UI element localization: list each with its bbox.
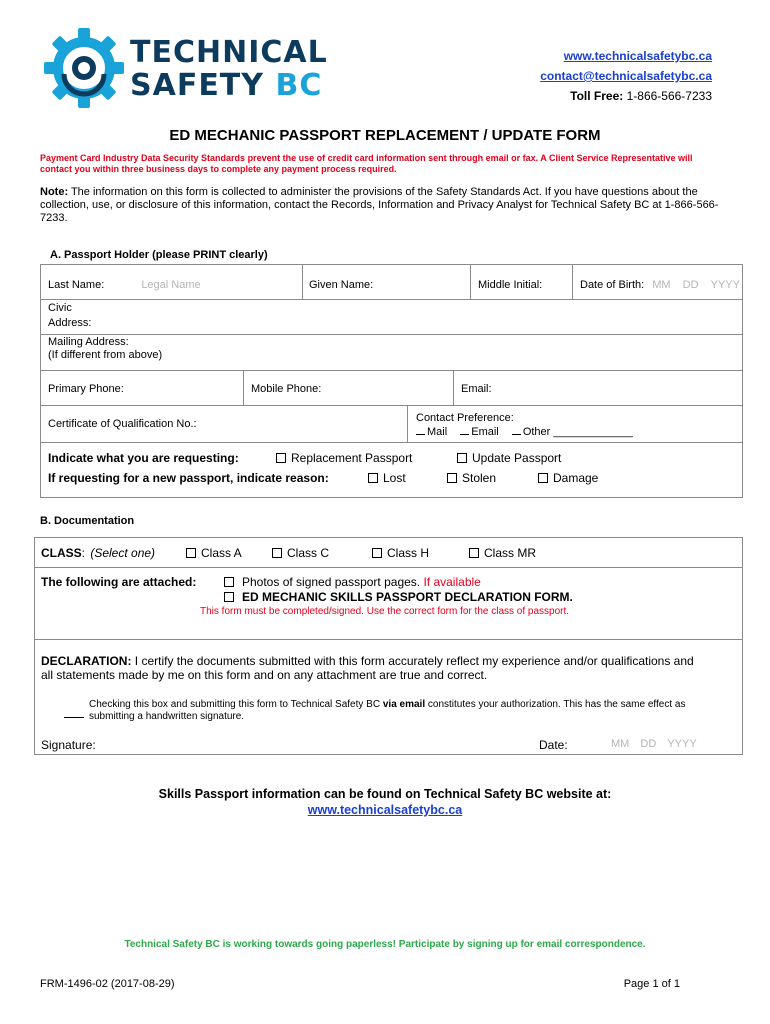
reason-label: If requesting for a new passport, indicate reason: xyxy=(48,471,329,485)
email-auth-text-bold: via email xyxy=(382,699,426,710)
class-a-label: Class A xyxy=(201,546,242,560)
signature-field[interactable] xyxy=(100,750,530,751)
logo-line-1: TECHNICAL xyxy=(130,35,328,70)
lost-label: Lost xyxy=(383,471,406,485)
declaration-text: I certify the documents submitted with this form accurately reflect my experience and/or qualifications and all statements made by me on this form and on any attachment are true and correct. xyxy=(41,654,694,682)
class-a-checkbox[interactable] xyxy=(186,548,196,558)
photos-text: Photos of signed passport pages. xyxy=(242,575,421,589)
stolen-label: Stolen xyxy=(462,471,497,485)
dob-mm[interactable]: MM xyxy=(652,279,671,291)
mobile-phone-label: Mobile Phone: xyxy=(251,383,322,395)
civic-label-1: Civic xyxy=(48,302,72,314)
given-name-label: Given Name: xyxy=(309,279,374,291)
dob-yyyy[interactable]: YYYY xyxy=(710,279,740,291)
paperless-notice: Technical Safety BC is working towards going paperless! Participate by signing up for email correspondence. xyxy=(124,939,646,950)
email-field-label: Email: xyxy=(461,383,492,395)
pref-other-label: Other _____________ xyxy=(522,426,633,438)
replacement-checkbox[interactable] xyxy=(276,453,286,463)
attached-label: The following are attached: xyxy=(41,575,197,589)
pref-email-label: Email xyxy=(471,426,499,438)
lost-checkbox[interactable] xyxy=(368,473,378,483)
declaration-form-checkbox[interactable] xyxy=(224,592,234,602)
note-label: Note: xyxy=(40,186,69,198)
class-hint: (Select one) xyxy=(90,546,156,560)
stolen-checkbox[interactable] xyxy=(447,473,457,483)
note-text: The information on this form is collected to administer the provisions of the Safety Standards Act. If you have questions about the collection, use, or disclosure of this information, contact the Records, Information and Privacy Analyst for Technical Safety BC at 1-866-566-7233. xyxy=(40,186,719,224)
date-yyyy[interactable]: YYYY xyxy=(667,738,697,750)
update-checkbox[interactable] xyxy=(457,453,467,463)
date-dd[interactable]: DD xyxy=(640,738,657,750)
contact-pref-label: Contact Preference: xyxy=(416,412,514,424)
class-c-checkbox[interactable] xyxy=(272,548,282,558)
middle-initial-label: Middle Initial: xyxy=(478,279,543,291)
primary-phone-label: Primary Phone: xyxy=(48,383,124,395)
info-website-link[interactable]: www.technicalsafetybc.ca xyxy=(307,803,463,817)
coq-label: Certificate of Qualification No.: xyxy=(48,418,197,430)
class-h-checkbox[interactable] xyxy=(372,548,382,558)
declaration-form-text: ED MECHANIC SKILLS PASSPORT DECLARATION FORM. xyxy=(242,590,573,604)
dob-label: Date of Birth: xyxy=(580,279,645,291)
class-mr-checkbox[interactable] xyxy=(469,548,479,558)
page-title: ED MECHANIC PASSPORT REPLACEMENT / UPDATE FORM xyxy=(169,127,601,144)
class-label: CLASS xyxy=(41,546,82,560)
section-b-heading: B. Documentation xyxy=(40,515,135,527)
logo xyxy=(44,28,328,108)
class-mr-label: Class MR xyxy=(484,546,537,560)
pci-notice: Payment Card Industry Data Security Standards prevent the use of credit card information sent through email or fax. A Client Service Representative will contact you within three business days to complete any payment process required. xyxy=(40,153,693,174)
signature-label: Signature: xyxy=(41,738,96,752)
declaration-label: DECLARATION: xyxy=(41,654,132,668)
pref-mail-checkbox[interactable] xyxy=(416,425,425,435)
last-name-placeholder[interactable]: Legal Name xyxy=(141,279,201,291)
website-link[interactable]: www.technicalsafetybc.ca xyxy=(563,49,712,63)
section-a-heading: A. Passport Holder (please PRINT clearly) xyxy=(50,249,268,261)
class-c-label: Class C xyxy=(287,546,330,560)
civic-label-2: Address: xyxy=(48,317,92,329)
replacement-label: Replacement Passport xyxy=(291,451,413,465)
date-label: Date: xyxy=(539,738,568,752)
email-link[interactable]: contact@technicalsafetybc.ca xyxy=(540,69,712,83)
mailing-label-1: Mailing Address: xyxy=(48,336,129,348)
gear-logo-icon xyxy=(44,28,126,108)
pref-mail-label: Mail xyxy=(427,426,448,438)
update-label: Update Passport xyxy=(472,451,562,465)
toll-free-number: 1-866-566-7233 xyxy=(626,89,712,103)
date-mm[interactable]: MM xyxy=(611,738,630,750)
logo-line-2: SAFETY xyxy=(130,68,264,103)
dob-dd[interactable]: DD xyxy=(682,279,699,291)
logo-line-2-accent: BC xyxy=(275,68,323,103)
requesting-label: Indicate what you are requesting: xyxy=(48,451,239,465)
pref-other-checkbox[interactable] xyxy=(512,425,521,435)
email-authorization-checkbox[interactable] xyxy=(64,717,84,718)
form-id: FRM-1496-02 (2017-08-29) xyxy=(40,978,175,990)
email-auth-text-2: constitutes your authorization. This has the same effect as submitting a handwritten signature. xyxy=(89,699,686,722)
photos-checkbox[interactable] xyxy=(224,577,234,587)
damage-label: Damage xyxy=(553,471,599,485)
damage-checkbox[interactable] xyxy=(538,473,548,483)
email-auth-text-1: Checking this box and submitting this form to Technical Safety BC xyxy=(89,699,383,710)
pref-email-checkbox[interactable] xyxy=(460,425,469,435)
photos-note: If available xyxy=(420,575,481,589)
declaration-form-note: This form must be completed/signed. Use the correct form for the class of passport. xyxy=(200,606,570,617)
last-name-label: Last Name: xyxy=(48,279,105,291)
class-h-label: Class H xyxy=(387,546,430,560)
page-number: Page 1 of 1 xyxy=(623,978,680,990)
mailing-label-2: (If different from above) xyxy=(48,349,163,361)
info-line: Skills Passport information can be found on Technical Safety BC website at: xyxy=(158,787,612,801)
toll-free-label: Toll Free: xyxy=(570,89,624,103)
